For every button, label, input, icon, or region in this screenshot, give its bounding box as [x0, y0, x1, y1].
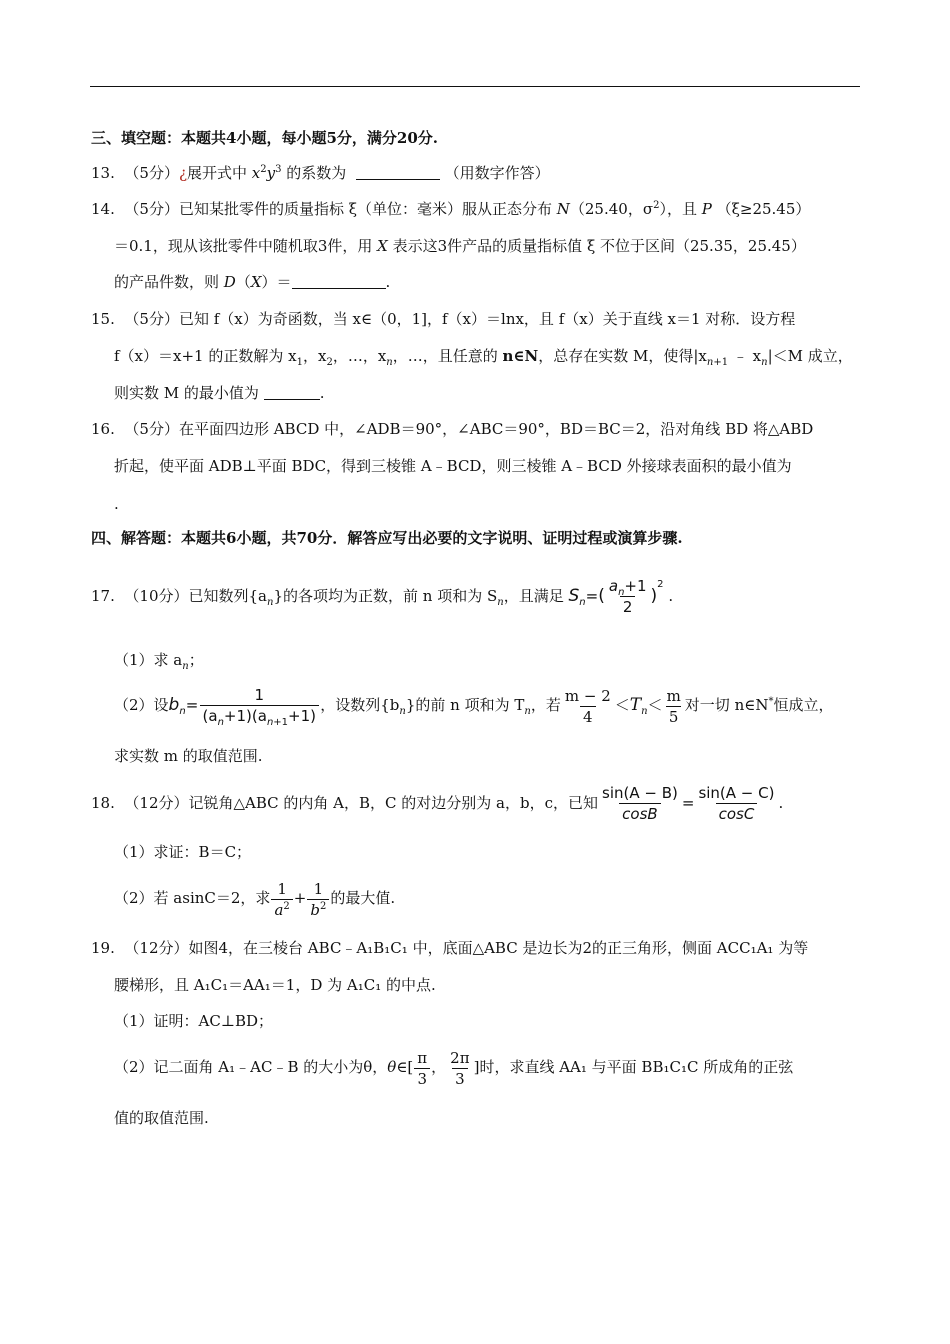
question-16-line-2: 折起，使平面 ADB⊥平面 BDC，得到三棱锥 A﹣BCD，则三棱锥 A﹣BCD 外接球表面积的最小值为 [114, 457, 792, 475]
question-15-line-2: f（x）＝x+1 的正数解为 $x_1$，$x_2$，…，$x_n$，…，且任意的 n∈N，总存在实数 M，使得$|x_{n+1}$ ﹣ $x_n|<M$ 成立， [114, 347, 853, 368]
question-15-line-1: 15. （5分）已知 f（x）为奇函数，当 x∈（0，1]，f（x）＝lnx，且 f（x）关于直线 x＝1 对称．设方程 [91, 310, 796, 328]
question-14-line-2: ＝0.1，现从该批零件中随机取3件，用 X 表示这3件产品的质量指标值 ξ 不位于区间（25.35，25.45） [114, 237, 806, 255]
answer-blank-14 [292, 274, 386, 289]
question-17-part-3: 求实数 m 的取值范围. [114, 747, 263, 765]
question-18-line-1: 18. （12分）记锐角△ABC 的内角 A，B，C 的对边分别为 a，b，c，已知 $\frac{\sin(A - B)}{\cos B}$ = $\frac{\sin(A - C)}{\cos C}$ . [91, 784, 784, 823]
question-15-line-3: 则实数 M 的最小值为 . [114, 384, 325, 402]
section-4-title: 四、解答题：本题共6小题，共70分．解答应写出必要的文字说明、证明过程或演算步骤. [91, 529, 683, 547]
formula-18: $\frac{\sin(A - B)}{\cos B}$ = $\frac{\sin(A - C)}{\cos C}$ [602, 784, 775, 823]
answer-blank-15 [264, 385, 320, 400]
header-rule [90, 86, 860, 87]
question-13: 13. （5分）¿展开式中 $x^2y^3$ 的系数为 （用数字作答） [91, 164, 550, 182]
question-14-line-1: 14. （5分）已知某批零件的质量指标 ξ（单位：毫米）服从正态分布 N（25.40，$\sigma^2$），且 P （ξ≥25.45） [91, 200, 811, 218]
question-14-line-3: 的产品件数，则 D（X）＝ . [114, 273, 391, 291]
question-19-line-2: 腰梯形，且 A₁C₁＝AA₁＝1，D 为 A₁C₁ 的中点. [114, 976, 436, 994]
answer-blank-13 [356, 165, 440, 180]
question-19-part-1: （1）证明：AC⊥BD； [114, 1012, 274, 1030]
question-19-part-2: （2）记二面角 A₁﹣AC﹣B 的大小为θ，θ∈[ $\frac{\pi}{3}$ ， $\frac{2\pi}{3}$ ]时，求直线 AA₁ 与平面 BB₁C₁C 所成角的正弦 [114, 1048, 794, 1088]
question-17-part-1: （1）求 $a_n$； [114, 651, 204, 672]
question-17-line-1: 17. （10分）已知数列$\{a_n\}$的各项均为正数，前 n 项和为 $S_n$，且满足 $S_n=$( $\frac{a_n+1}{2}$ )$^2$ . [91, 577, 674, 616]
question-18-part-1: （1）求证：B＝C； [114, 843, 252, 861]
question-19-part-3: 值的取值范围. [114, 1109, 209, 1127]
question-17-part-2: （2）设$b_n=$ $\frac{1}{(a_n+1)(a_{n+1}+1)}$ ，设数列$\{b_n\}$的前 n 项和为 $T_n$，若 $\frac{m - 2}{4}$ $<T_n<$ $\frac{m}{5}$ 对一切 n∈N*恒成立， [114, 686, 834, 728]
section-3-title: 三、填空题：本题共4小题，每小题5分，满分20分. [91, 129, 438, 147]
formula-17-b: $b_n=$ $\frac{1}{(a_n+1)(a_{n+1}+1)}$ [169, 696, 321, 714]
formula-17: $S_n=$( $\frac{a_n+1}{2}$ )$^2$ [568, 577, 664, 616]
question-19-line-1: 19. （12分）如图4，在三棱台 ABC﹣A₁B₁C₁ 中，底面△ABC 是边长为2的正三角形，侧面 ACC₁A₁ 为等 [91, 939, 809, 957]
question-18-part-2: （2）若 asinC＝2，求 $\frac{1}{a^2}$ + $\frac{1}{b^2}$ 的最大值. [114, 879, 396, 919]
question-16-line-3: . [114, 495, 119, 513]
question-16-line-1: 16. （5分）在平面四边形 ABCD 中，∠ADB＝90°，∠ABC＝90°，BD＝BC＝2，沿对角线 BD 将△ABD [91, 420, 814, 438]
